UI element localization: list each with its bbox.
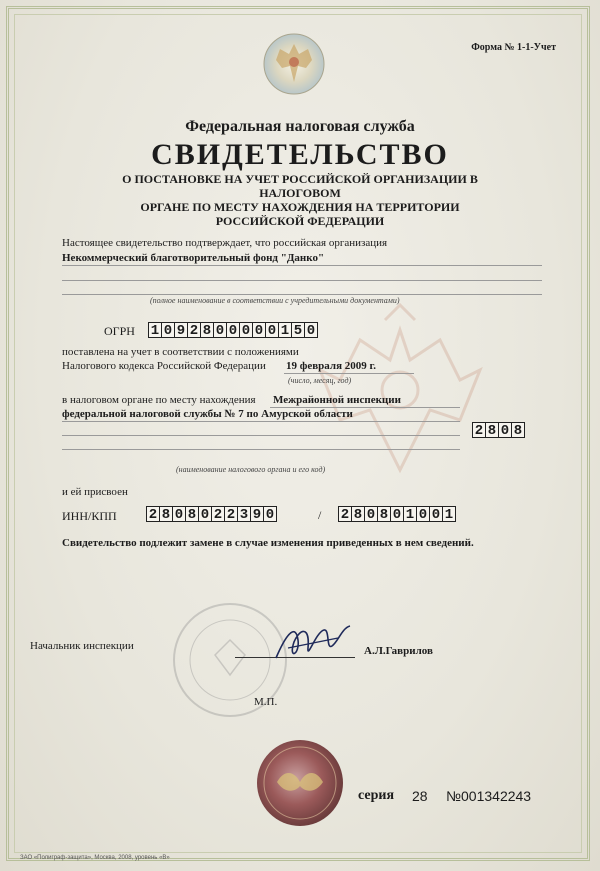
- digit-cell: 0: [304, 322, 318, 338]
- printer-footer: ЗАО «Полиграф-защита», Москва, 2008, уровень «В»: [20, 855, 170, 861]
- kpp-separator: /: [318, 508, 322, 522]
- replacement-notice: Свидетельство подлежит замене в случае изменения приведенных в нем сведений.: [62, 537, 474, 549]
- subtitle-line: РОССИЙСКОЙ ФЕДЕРАЦИИ: [215, 214, 385, 228]
- digit-cell: 9: [174, 322, 188, 338]
- digit-cell: 5: [291, 322, 305, 338]
- digit-cell: 2: [146, 506, 160, 522]
- document-title: СВИДЕТЕЛЬСТВО: [151, 138, 449, 171]
- digit-cell: 8: [377, 506, 391, 522]
- digit-cell: 8: [200, 322, 214, 338]
- document-subtitle: [100, 172, 500, 228]
- underline: [62, 449, 460, 450]
- digit-cell: 0: [263, 506, 277, 522]
- inn-kpp-label: ИНН/КПП: [62, 509, 117, 523]
- digit-cell: 0: [213, 322, 227, 338]
- digit-cell: 8: [185, 506, 199, 522]
- underline: [62, 265, 542, 266]
- ogrn-digits: [148, 322, 317, 338]
- serial-number: №001342243: [446, 788, 532, 804]
- series-value: 28: [412, 788, 428, 804]
- digit-cell: 1: [278, 322, 292, 338]
- subtitle-line: ОРГАНЕ ПО МЕСТУ НАХОЖДЕНИЯ НА ТЕРРИТОРИИ: [140, 200, 460, 214]
- digit-cell: 2: [187, 322, 201, 338]
- digit-cell: 0: [161, 322, 175, 338]
- digit-cell: 2: [211, 506, 225, 522]
- digit-cell: 0: [239, 322, 253, 338]
- assigned-text: и ей присвоен: [62, 486, 128, 498]
- hologram-seal-icon: [255, 738, 345, 828]
- digit-cell: 0: [429, 506, 443, 522]
- tax-office-code-digits: [472, 422, 524, 438]
- digit-cell: 8: [351, 506, 365, 522]
- subtitle-line: О ПОСТАНОВКЕ НА УЧЕТ РОССИЙСКОЙ ОРГАНИЗАЦИИ В НАЛОГОВОМ: [122, 172, 478, 200]
- tax-office-name-line2: федеральной налоговой службы № 7 по Амурской области: [62, 408, 353, 420]
- date-caption: (число, месяц, год): [288, 376, 352, 385]
- tax-office-intro: в налоговом органе по месту нахождения: [62, 394, 256, 406]
- underline: [62, 280, 542, 281]
- digit-cell: 2: [472, 422, 486, 438]
- inn-digits: [146, 506, 276, 522]
- digit-cell: 8: [159, 506, 173, 522]
- digit-cell: 1: [148, 322, 162, 338]
- digit-cell: 0: [198, 506, 212, 522]
- form-number: Форма № 1-1-Учет: [471, 42, 556, 53]
- signatory-name: А.Л.Гаврилов: [364, 645, 433, 657]
- digit-cell: 8: [511, 422, 525, 438]
- digit-cell: 1: [403, 506, 417, 522]
- registered-text: поставлена на учет в соответствии с положениями: [62, 346, 299, 358]
- digit-cell: 8: [485, 422, 499, 438]
- underline: [62, 294, 542, 295]
- position-title: Начальник инспекции: [30, 640, 134, 652]
- digit-cell: 2: [338, 506, 352, 522]
- ogrn-label: ОГРН: [104, 324, 135, 338]
- underline: [284, 373, 414, 374]
- underline: [62, 421, 460, 422]
- kpp-digits: [338, 506, 455, 522]
- tax-code-text: Налогового кодекса Российской Федерации: [62, 360, 266, 372]
- registration-date: 19 февраля 2009 г.: [286, 360, 377, 372]
- confirm-text: Настоящее свидетельство подтверждает, что российская организация: [62, 237, 388, 249]
- series-label: серия: [358, 788, 395, 803]
- digit-cell: 0: [252, 322, 266, 338]
- digit-cell: 0: [265, 322, 279, 338]
- org-name-caption: (полное наименование в соответствии с учредительными документами): [150, 296, 400, 305]
- digit-cell: 2: [224, 506, 238, 522]
- digit-cell: 1: [442, 506, 456, 522]
- hologram-emblem-icon: [262, 32, 326, 96]
- digit-cell: 9: [250, 506, 264, 522]
- organization-name: Некоммерческий благотворительный фонд "Данко": [62, 252, 325, 264]
- stamp-place: М.П.: [254, 696, 278, 708]
- digit-cell: 0: [172, 506, 186, 522]
- tax-office-name-line1: Межрайонной инспекции: [273, 394, 401, 406]
- digit-cell: 0: [364, 506, 378, 522]
- tax-office-caption: (наименование налогового органа и его код): [176, 465, 326, 474]
- handwritten-signature-icon: [268, 620, 358, 665]
- underline: [62, 435, 460, 436]
- service-name: Федеральная налоговая служба: [185, 118, 415, 135]
- digit-cell: 3: [237, 506, 251, 522]
- digit-cell: 0: [390, 506, 404, 522]
- digit-cell: 0: [498, 422, 512, 438]
- digit-cell: 0: [416, 506, 430, 522]
- digit-cell: 0: [226, 322, 240, 338]
